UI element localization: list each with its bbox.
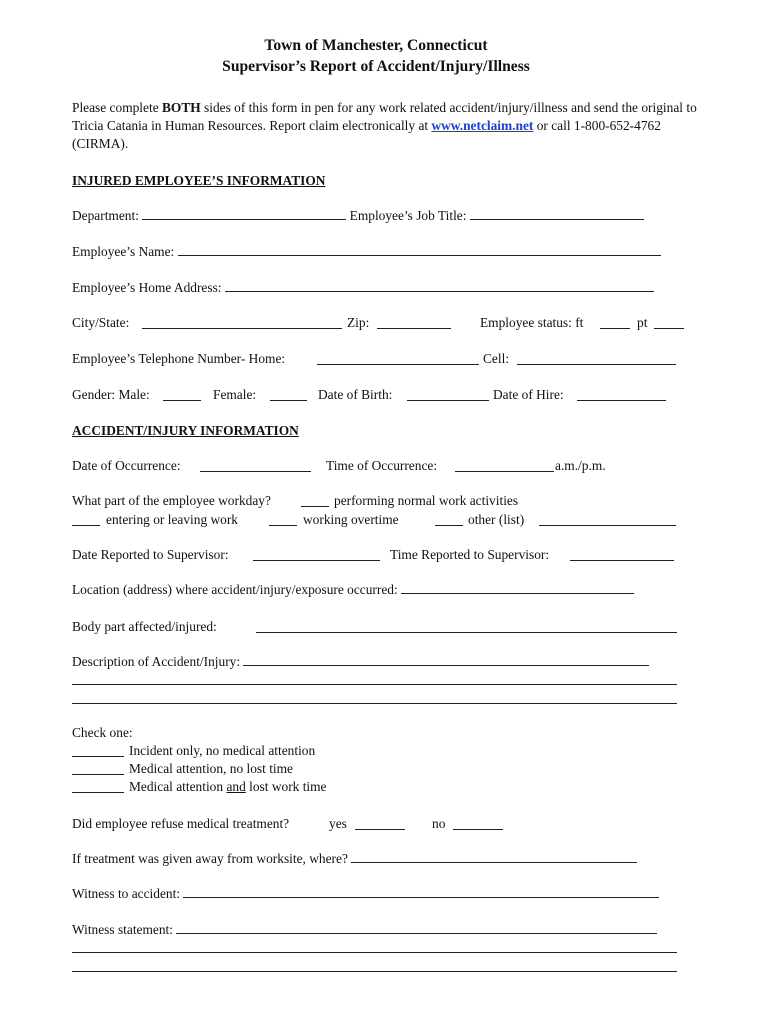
employee-section-heading: INJURED EMPLOYEE’S INFORMATION [72,173,326,188]
cell-label: Cell: [483,351,510,366]
status-pt-field[interactable] [654,316,684,329]
normal-work-label: performing normal work activities [334,493,519,508]
time-reported-label: Time Reported to Supervisor: [390,547,550,562]
witness-statement-line3[interactable] [72,971,677,972]
home-address-label: Employee’s Home Address: [72,280,222,295]
zip-field[interactable] [377,316,451,329]
instructions-paragraph [72,99,712,153]
overtime-label: working overtime [303,512,399,527]
treatment-location-field[interactable] [351,850,637,863]
incident-only-label: Incident only, no medical attention [129,743,316,758]
form-title-line2: Supervisor’s Report of Accident/Injury/Illness [222,58,530,75]
date-reported-label: Date Reported to Supervisor: [72,547,229,562]
city-state-field[interactable] [142,316,342,329]
intro-text-2: sides of this form in pen for any work related accident/injury/illness and send the original to Tricia Catania in Human Resources. Report claim electronically at [72,100,697,133]
intro-text-3: or call 1-800-652-4762 (CIRMA). [72,118,661,151]
overtime-field[interactable] [269,513,297,526]
workday-question: What part of the employee workday? [72,493,271,508]
treatment-location-label: If treatment was given away from worksite, where? [72,851,348,866]
department-row [72,207,680,224]
time-occurrence-field[interactable] [455,459,554,472]
gender-female-field[interactable] [270,388,307,401]
refuse-no-label: no [432,816,446,831]
entering-leaving-label: entering or leaving work [106,512,239,527]
refuse-yes-field[interactable] [355,817,405,830]
department-label: Department: [72,208,139,223]
dob-label: Date of Birth: [318,387,393,402]
intro-both: BOTH [161,100,201,115]
gender-male-field[interactable] [163,388,201,401]
other-label: other (list) [468,512,525,527]
netclaim-link[interactable]: www.netclaim.net [431,118,534,133]
hire-date-field[interactable] [577,388,666,401]
gender-male-label: Gender: Male: [72,387,150,402]
status-ft-field[interactable] [600,316,630,329]
medical-no-lost-time-field[interactable] [72,762,124,775]
intro-text-1: Please complete [72,100,162,115]
entering-leaving-field[interactable] [72,513,100,526]
time-occurrence-label: Time of Occurrence: [326,458,438,473]
cell-phone-field[interactable] [517,352,676,365]
job-title-field[interactable] [470,207,644,220]
medical-lost-time-label: Medical attention and lost work time [129,779,327,794]
dob-field[interactable] [407,388,489,401]
department-field[interactable] [142,207,346,220]
treatment-location-row [72,850,680,867]
body-part-label: Body part affected/injured: [72,619,217,634]
other-field[interactable] [435,513,463,526]
witness-field[interactable] [183,885,659,898]
date-reported-field[interactable] [253,548,380,561]
home-phone-field[interactable] [317,352,479,365]
description-field-line3[interactable] [72,703,677,704]
form-title-line1: Town of Manchester, Connecticut [264,37,488,54]
employee-name-field[interactable] [178,243,661,256]
accident-section-heading: ACCIDENT/INJURY INFORMATION [72,423,299,438]
normal-work-field[interactable] [301,494,329,507]
description-row [72,653,680,670]
check-one-label: Check one: [72,725,133,740]
witness-statement-row [72,921,680,938]
location-field[interactable] [401,581,634,594]
refuse-treatment-label: Did employee refuse medical treatment? [72,816,290,831]
hire-date-label: Date of Hire: [493,387,564,402]
witness-statement-line2[interactable] [72,952,677,953]
date-occurrence-field[interactable] [200,459,311,472]
description-field-line1[interactable] [243,653,649,666]
employee-status-label: Employee status: ft [480,315,584,330]
job-title-label: Employee’s Job Title: [349,208,467,223]
employee-name-label: Employee’s Name: [72,244,175,259]
home-address-field[interactable] [225,279,654,292]
telephone-label: Employee’s Telephone Number- Home: [72,351,286,366]
medical-lost-time-field[interactable] [72,780,124,793]
form-page [72,0,697,1024]
status-pt-label: pt [637,315,648,330]
witness-row [72,885,680,902]
location-row [72,581,680,598]
gender-female-label: Female: [213,387,257,402]
other-list-field[interactable] [539,513,676,526]
witness-statement-label: Witness statement: [72,922,173,937]
incident-only-field[interactable] [72,744,124,757]
time-reported-field[interactable] [570,548,674,561]
witness-label: Witness to accident: [72,886,181,901]
description-field-line2[interactable] [72,684,677,685]
home-address-row [72,279,680,296]
description-label: Description of Accident/Injury: [72,654,241,669]
employee-name-row [72,243,680,260]
witness-statement-line1[interactable] [176,921,657,934]
city-state-label: City/State: [72,315,130,330]
ampm-label: a.m./p.m. [555,458,606,473]
refuse-yes-label: yes [329,816,347,831]
zip-label: Zip: [347,315,370,330]
date-occurrence-label: Date of Occurrence: [72,458,181,473]
medical-no-lost-time-label: Medical attention, no lost time [129,761,294,776]
body-part-field[interactable] [256,620,677,633]
location-label: Location (address) where accident/injury/exposure occurred: [72,582,398,597]
refuse-no-field[interactable] [453,817,503,830]
